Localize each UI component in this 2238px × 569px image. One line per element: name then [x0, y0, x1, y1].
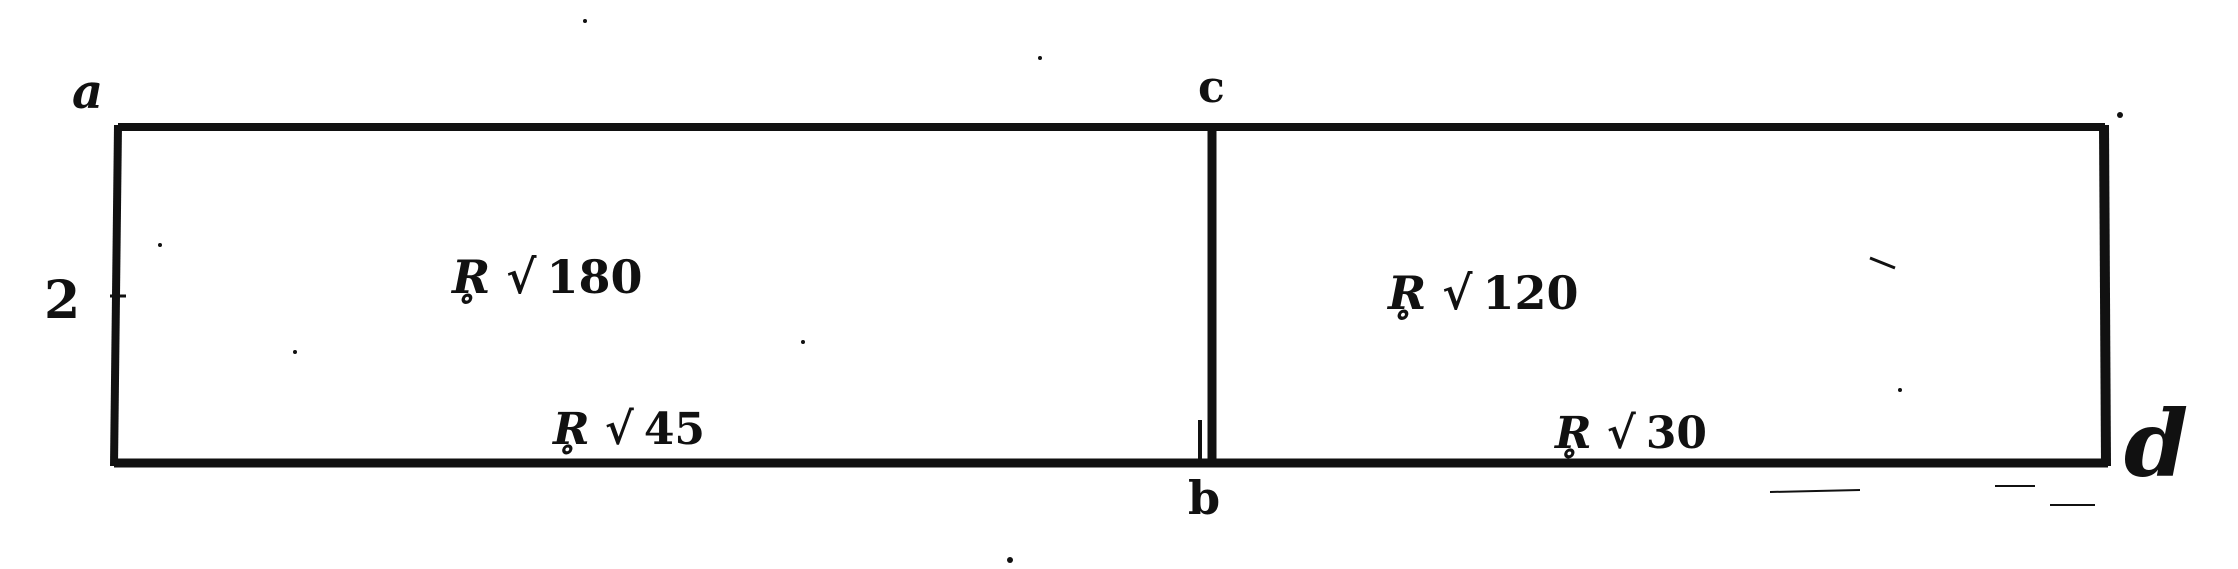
stray-mark-4	[1870, 258, 1895, 268]
speck	[1038, 56, 1042, 60]
speck	[1007, 557, 1013, 563]
edge-label-bottom-left	[553, 404, 706, 455]
speck	[801, 340, 805, 344]
edge-value-bottom-left: 45	[643, 404, 706, 455]
region-label-right	[1388, 266, 1579, 320]
speck	[2117, 112, 2123, 118]
root-symbol: R̥ √	[452, 250, 537, 304]
region-label-left	[452, 250, 643, 304]
side-label: 2	[44, 270, 81, 331]
speck	[293, 350, 297, 354]
region-value-left: 180	[546, 250, 643, 304]
corner-label-d: d	[2124, 390, 2189, 498]
edge-label-bottom-right	[1555, 408, 1708, 459]
region-value-right: 120	[1482, 266, 1579, 320]
root-symbol: R̥ √	[1388, 266, 1473, 320]
stray-mark-1	[1770, 490, 1860, 492]
corner-label-a: a	[72, 64, 104, 120]
right-edge	[2104, 125, 2106, 466]
root-symbol: R̥ √	[1555, 408, 1636, 459]
speck	[158, 243, 162, 247]
root-symbol: R̥ √	[553, 404, 634, 455]
speck	[1898, 388, 1902, 392]
corner-label-c: c	[1198, 62, 1225, 113]
corner-label-b: b	[1188, 471, 1221, 525]
speck	[583, 19, 587, 23]
edge-value-bottom-right: 30	[1645, 408, 1708, 459]
